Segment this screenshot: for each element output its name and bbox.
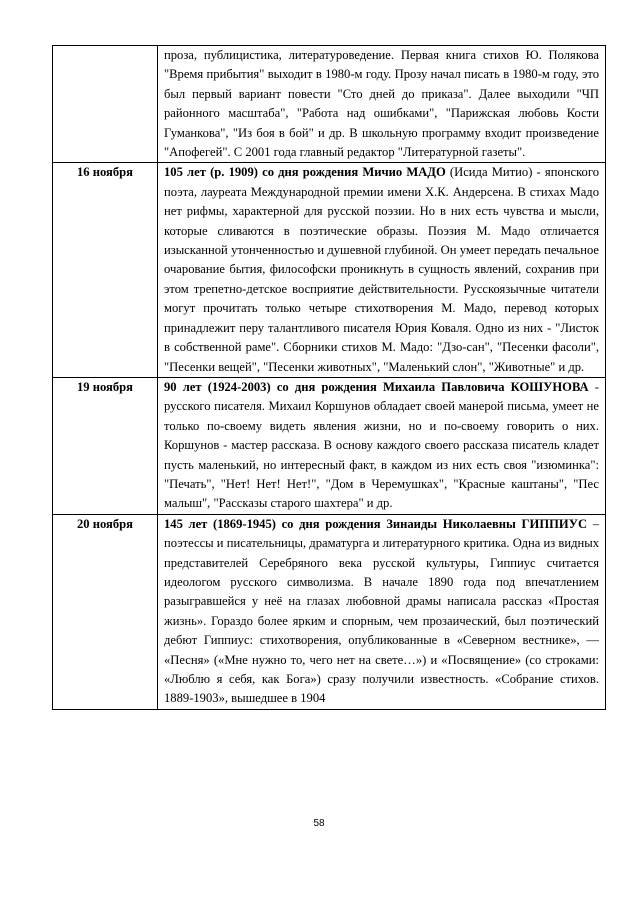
table-row [53, 46, 606, 163]
table-row [53, 377, 606, 514]
table-row [53, 163, 606, 377]
date-cell: 16 ноября [53, 163, 158, 377]
anniversary-heading: 145 лет (1869-1945) со дня рождения Зинаиды Николаевны ГИППИУС [164, 516, 588, 531]
description-paragraph [164, 515, 599, 709]
anniversary-heading: 105 лет (р. 1909) со дня рождения Мичио МАДО [164, 165, 446, 180]
anniversary-heading: 90 лет (1924-2003) со дня рождения Михаила Павловича КОШУНОВА [164, 379, 589, 394]
description-paragraph [164, 163, 599, 376]
description-cell [158, 514, 606, 709]
table-row [53, 514, 606, 709]
date-cell: 19 ноября [53, 377, 158, 514]
description-cell [158, 46, 606, 163]
description-text: - русского писателя. Михаил Коршунов обладает своей манерой письма, умеет не только по-своему видеть явления жизни, но и по-своему говорить о них. Коршунов - мастер рассказа. В основу каждого своего рассказа писатель кладет пусть маленький, но интересный факт, в каждом из них есть своя "изюминка": "Печать", "Нет! Нет! Нет!", "Дом в Черемушках", "Красные каштаны", "Пес малыш", "Рассказы старого шахтера" и др. [164, 379, 599, 511]
description-paragraph [164, 378, 599, 514]
calendar-table [52, 45, 606, 710]
description-cell [158, 377, 606, 514]
description-cell [158, 163, 606, 377]
date-cell: 20 ноября [53, 514, 158, 709]
description-text: (Исида Митио) - японского поэта, лауреата Международной премии имени Х.К. Андерсена. В стихах Мадо нет рифмы, характерной для русской поэзии. Но в них есть чувства и мысли, которые сливаются в поэтические образы. Поэзия М. Мадо отличается изысканной утонченностью и душевной глубиной. Он умеет передать печальное очарование бытия, философски проникнуть в сущность явлений, сохранив при этом трепетно-детское восприятие действительности. Русскоязычные читатели могут прочитать только четыре стихотворения М. Мадо, перевод которых принадлежит перу талантливого писателя Юрия Коваля. Одно из них - "Листок в собственной раме". Сборники стихов М. Мадо: "Дзо-сан", "Песенки фасоли", "Песенки вещей", "Песенки животных", "Маленький слон", "Животные" и др. [164, 165, 599, 374]
description-text: проза, публицистика, литературоведение. Первая книга стихов Ю. Полякова "Время прибытия" выходит в 1980-м году. Прозу начал писать в 1980-м году, это был первый вариант повести "Сто дней до приказа". Далее выходили "ЧП районного масштаба", "Работа над ошибками", "Парижская любовь Кости Гуманкова", "Из боя в бой" и др. В школьную программу входит произведение "Апофегей". С 2001 года главный редактор "Литературной газеты". [164, 48, 599, 160]
page-number: 58 [313, 818, 325, 829]
date-cell [53, 46, 158, 163]
description-text: – поэтессы и писательницы, драматурга и литературного критика. Одна из видных представителей Серебряного века русской культуры, Гиппиус считается идеологом русского символизма. В начале 1890 года под впечатлением разыгравшейся у неё на глазах любовной драмы написала рассказ «Простая жизнь». Гораздо более ярким и спорным, чем прозаический, был поэтический дебют Гиппиус: стихотворения, опубликованные в «Северном вестнике», — «Песня» («Мне нужно то, чего нет на свете…») и «Посвящение» (со строками: «Люблю я себя, как Бога») сразу получили известность. «Собрание стихов. 1889-1903», вышедшее в 1904 [164, 516, 599, 706]
